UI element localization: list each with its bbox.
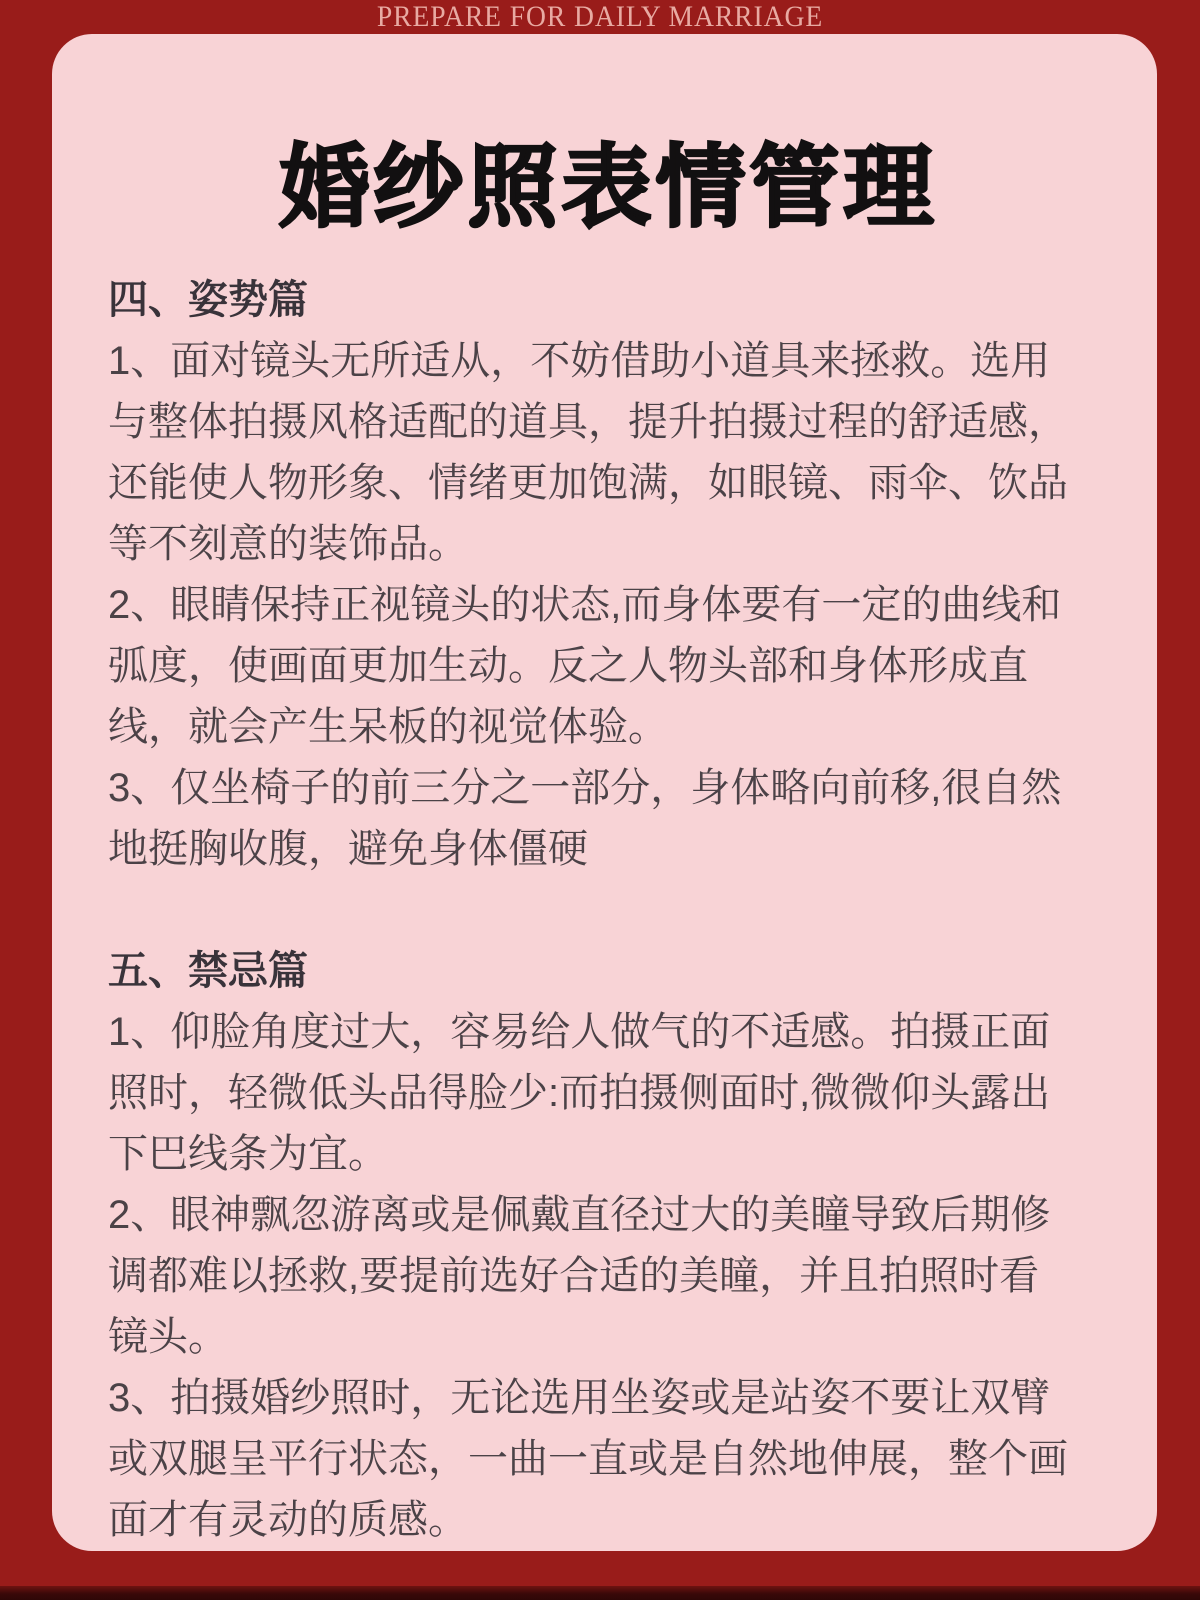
body-text-line: 调都难以拯救,要提前选好合适的美瞳，并且拍照时看 [108,1254,1040,1298]
body-text-line: 与整体拍摄风格适配的道具，提升拍摄过程的舒适感， [108,400,1068,444]
body-text-line: 或双腿呈平行状态，一曲一直或是自然地伸展，整个画 [108,1437,1068,1481]
body-text-line: 地挺胸收腹，避免身体僵硬 [108,827,588,871]
section-heading: 四、姿势篇 [108,278,308,322]
body-text-line: 1、仰脸角度过大，容易给人做气的不适感。拍摄正面 [108,1010,1051,1054]
body-text-line: 2、眼睛保持正视镜头的状态,而身体要有一定的曲线和 [108,583,1062,627]
body-text-line: 弧度，使画面更加生动。反之人物头部和身体形成直 [108,644,1028,688]
body-text-line: 2、眼神飘忽游离或是佩戴直径过大的美瞳导致后期修 [108,1193,1051,1237]
poster-title: 婚纱照表情管理 [279,138,938,238]
sections-container [108,270,1109,1551]
body-text-line: 3、仅坐椅子的前三分之一部分，身体略向前移,很自然 [108,766,1062,810]
section-2 [108,941,1109,1551]
section-1 [108,270,1109,880]
bottom-shadow-strip [0,1586,1200,1600]
body-text-line: 线，就会产生呆板的视觉体验。 [108,705,668,749]
body-text-line: 还能使人物形象、情绪更加饱满，如眼镜、雨伞、饮品 [108,461,1068,505]
body-text-line: 面才有灵动的质感。 [108,1498,468,1542]
top-banner-text: PREPARE FOR DAILY MARRIAGE [376,0,824,33]
body-text-line: 等不刻意的装饰品。 [108,522,468,566]
body-text-line: 镜头。 [108,1315,228,1359]
body-text-line: 照时，轻微低头品得脸少:而拍摄侧面时,微微仰头露出 [108,1071,1051,1115]
body-text-line: 3、拍摄婚纱照时，无论选用坐姿或是站姿不要让双臂 [108,1376,1051,1420]
poster-card [52,34,1157,1551]
section-heading: 五、禁忌篇 [108,949,308,993]
body-text-line: 下巴线条为宜。 [108,1132,388,1176]
body-text-line: 1、面对镜头无所适从，不妨借助小道具来拯救。选用 [108,339,1051,383]
